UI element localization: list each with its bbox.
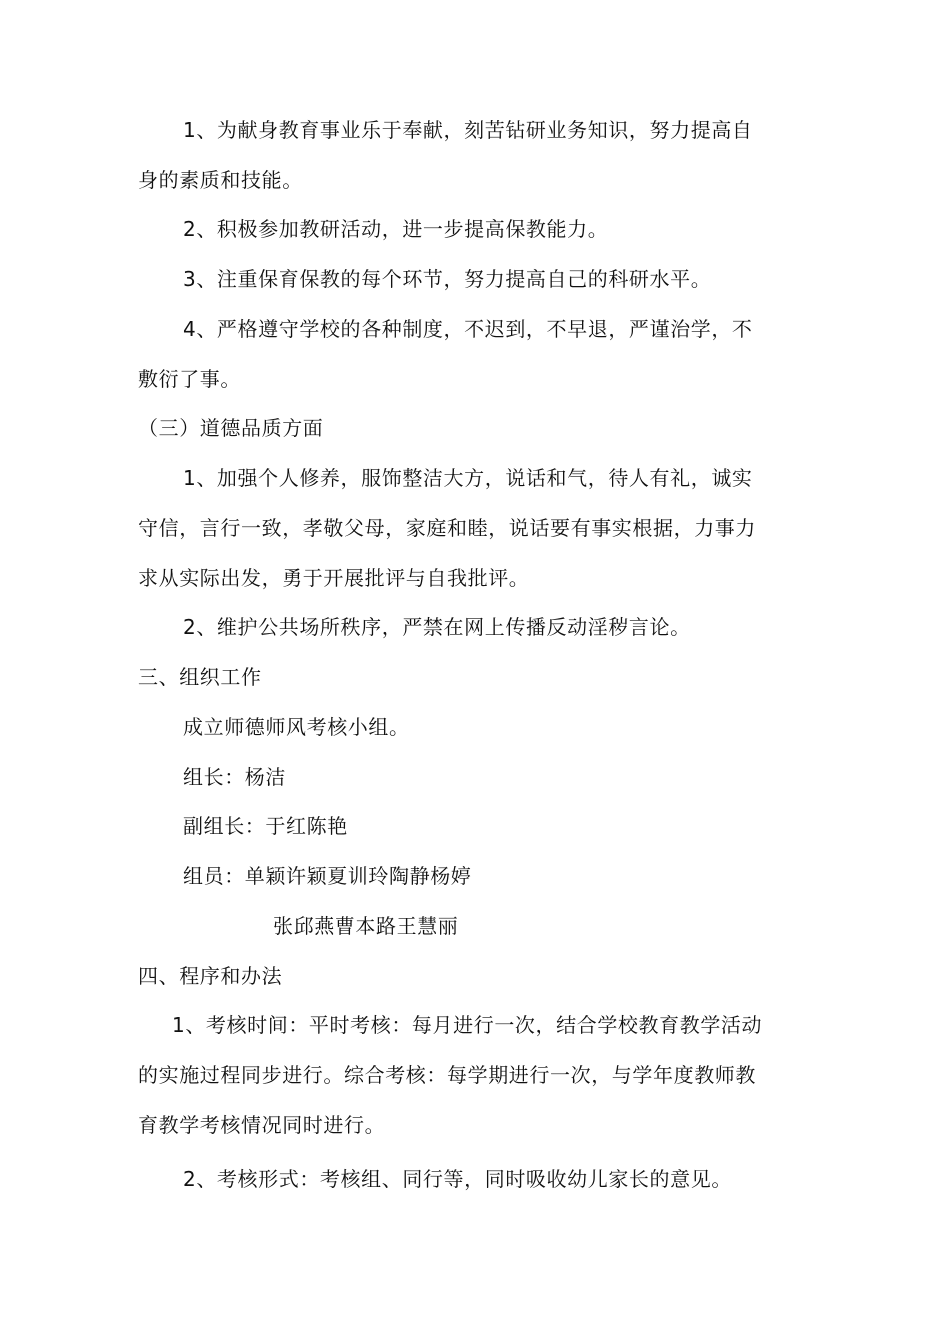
paragraph-line: 敷衍了事。	[138, 367, 241, 391]
paragraph-line: 3、注重保育保教的每个环节，努力提高自己的科研水平。	[183, 267, 712, 291]
paragraph-line: 2、考核形式：考核组、同行等，同时吸收幼儿家长的意见。	[183, 1167, 732, 1191]
paragraph-line: 育教学考核情况同时进行。	[138, 1113, 386, 1137]
paragraph-line: 身的素质和技能。	[138, 168, 303, 192]
paragraph-line: 2、维护公共场所秩序，严禁在网上传播反动淫秽言论。	[183, 615, 691, 639]
section-heading: 四、程序和办法	[138, 964, 283, 988]
paragraph-line: 组员：单颖许颖夏训玲陶静杨婷	[183, 864, 472, 888]
section-heading: （三）道德品质方面	[138, 416, 324, 440]
paragraph-line: 1、为献身教育事业乐于奉献，刻苦钻研业务知识，努力提高自	[183, 118, 753, 142]
section-heading: 三、组织工作	[138, 665, 262, 689]
paragraph-line: 张邱燕曹本路王慧丽	[273, 914, 459, 938]
paragraph-line: 2、积极参加教研活动，进一步提高保教能力。	[183, 217, 609, 241]
paragraph-line: 1、加强个人修养，服饰整洁大方，说话和气，待人有礼，诚实	[183, 466, 753, 490]
paragraph-line: 成立师德师风考核小组。	[183, 715, 410, 739]
paragraph-line: 的实施过程同步进行。综合考核：每学期进行一次，与学年度教师教	[138, 1063, 756, 1087]
paragraph-line: 1、考核时间：平时考核：每月进行一次，结合学校教育教学活动	[172, 1013, 763, 1037]
paragraph-line: 守信，言行一致，孝敬父母，家庭和睦，说话要有事实根据，力事力	[138, 516, 756, 540]
paragraph-line: 求从实际出发，勇于开展批评与自我批评。	[138, 566, 530, 590]
paragraph-line: 副组长：于红陈艳	[183, 814, 348, 838]
paragraph-line: 4、严格遵守学校的各种制度，不迟到，不早退，严谨治学，不	[183, 317, 753, 341]
paragraph-line: 组长：杨洁	[183, 765, 286, 789]
